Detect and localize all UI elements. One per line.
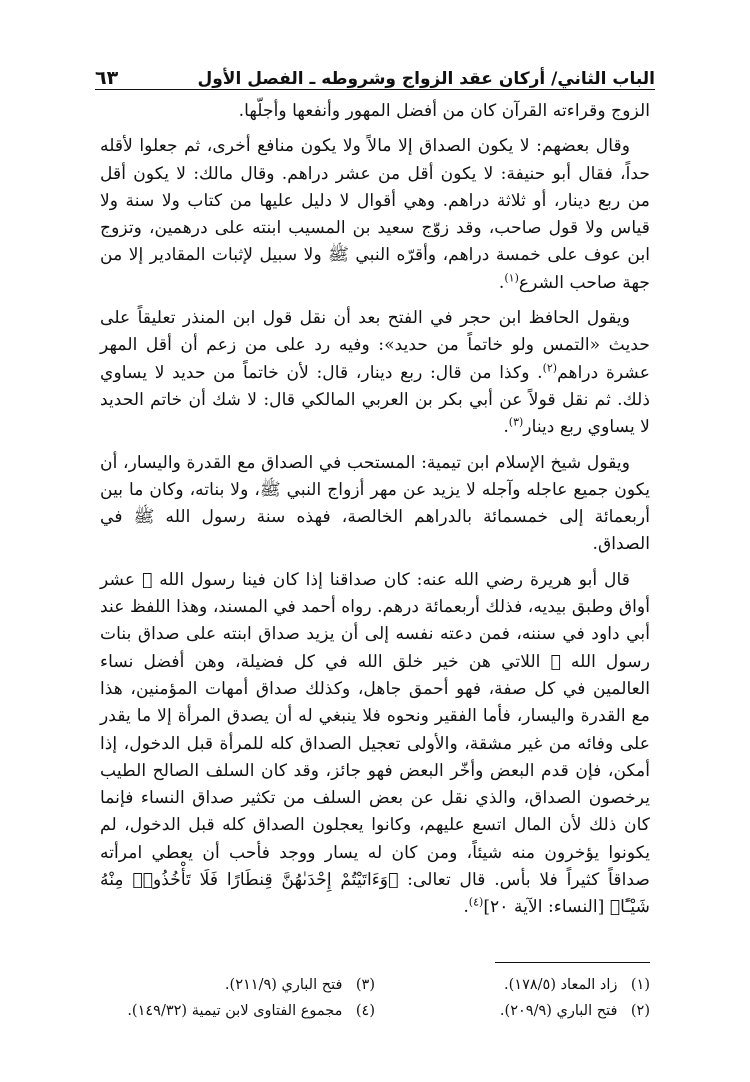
header-title: الباب الثاني/ أركان عقد الزواج وشروطه ـ الفصل الأول [197,69,655,89]
footnotes [100,972,650,1024]
footnote-item [375,998,650,1024]
footnote-item [100,972,375,998]
footnote-number: (٤) [355,1003,375,1019]
footnote-ref[interactable]: (٤) [468,895,484,909]
page-body [100,98,650,930]
page-number: ٦٣ [95,67,119,89]
footnote-ref[interactable]: (١) [504,271,519,285]
paragraph-tail: . [503,417,509,438]
footnote-number: (٢) [630,1003,650,1019]
footnote-text: زاد المعاد (١٧٨/٥). [504,977,618,993]
running-header [95,55,655,89]
paragraph [100,98,650,125]
paragraph-text: ويقول الحافظ ابن حجر في الفتح بعد أن نقل قول ابن المنذر تعليقاً على حديث «التمس ولو خاتماً من حديد»: وفيه رد على من زعم أن أقل المهر عشرة دراهم [100,308,650,383]
paragraph-tail: . وكذا من قال: ربع دينار، قال: لأن خاتماً من حديد لا يساوي ذلك. ثم نقل قولاً عن أبي بكر بن العربي المالكي قال: لا شك أن خاتم الحديد لا يساوي ربع دينار [100,362,650,438]
paragraph-text: ويقول شيخ الإسلام ابن تيمية: المستحب في الصداق مع القدرة واليسار، أن يكون جميع عاجله وآجله لا يزيد عن مهر أزواج النبي ﷺ، ولا بناته، وكان ما بين أربعمائة إلى خمسمائة بالدراهم الخالصة، فهذه سنة رسول الله ﷺ في الصداق. [100,452,650,555]
paragraph [100,567,650,922]
footnote-text: فتح الباري (٢٠٩/٩). [499,1003,618,1019]
footnote-number: (١) [630,977,650,993]
header-rule [95,89,655,90]
paragraph [100,450,650,559]
paragraph-tail: . [498,272,505,293]
footnote-text: مجموع الفتاوى لابن تيمية (١٤٩/٣٢). [127,1003,343,1019]
footnote-rule [495,962,650,963]
footnote-item [100,998,375,1024]
footnote-text: فتح الباري (٢١١/٩). [224,977,343,993]
paragraph-text: الزوج وقراءته القرآن كان من أفضل المهور وأنفعها وأجلّها. [238,101,650,121]
footnote-ref[interactable]: (٢) [542,360,558,374]
paragraph-text: قال أبو هريرة رضي الله عنه: كان صداقنا إذا كان فينا رسول الله ﷺ عشر أواق وطبق بيديه، فذلك أربعمائة درهم. رواه أحمد في المسند، وهذا اللفظ عند أبي داود في سننه، فمن دعته نفسه إلى أن يزيد صداق ابنته على صداق بنات رسول الله ﷺ اللاتي هن خير خلق الله في كل فضيلة، وهن أفضل نساء العالمين في كل صفة، فهو أحمق جاهل، وكذلك صداق أمهات المؤمنين، هذا مع القدرة واليسار، فأما الفقير ونحوه فلا ينبغي له أن يصدق المرأة إلا ما يقدر على وفائه من غير مشقة، والأولى تعجيل الصداق كله للمرأة قبل الدخول، إذا أمكن، فإن قدم البعض وأخّر البعض فهو جائز، وقد كان السلف الصالح الطيب يرخصون الصداق، والذي نقل عن بعض السلف من تكثير صداق النساء فإنما كان ذلك لأن المال اتسع عليهم، وكانوا يعجلون الصداق كله قبل الدخول، لم يكونوا يؤخرون منه شيئاً، ومن كان له يسار ووجد فأحب أن يعطي امرأته صداقاً كثيراً فلا بأس. قال تعالى: ﴿وَءَاتَيْتُمْ إِحْدَىٰهُنَّ قِنطَارًا فَلَا تَأْخُذُوا۟ مِنْهُ شَيْـًٔا﴾ [النساء: الآية ٢٠] [100,569,650,918]
paragraph [100,305,650,441]
paragraph-text: وقال بعضهم: لا يكون الصداق إلا مالاً ولا يكون منافع أخرى، ثم جعلوا لأقله حداً، فقال أبو حنيفة: لا يكون أقل من عشر دراهم. وقال مالك: لا يكون أقل من ربع دينار، أو ثلاثة دراهم. وهي أقوال لا دليل عليها من كتاب ولا سنة ولا قياس ولا قول صاحب، وقد زوّج سعيد بن المسيب ابنته على درهمين، وتزوج ابن عوف على خمسة دراهم، وأقرّه النبي ﷺ ولا سبيل لإثبات المقادير إلا من جهة صاحب الشرع [100,136,650,293]
footnote-ref[interactable]: (٣) [508,415,524,429]
footnote-item [375,972,650,998]
paragraph-tail: . [463,897,469,918]
footnote-number: (٣) [355,977,375,993]
paragraph [100,133,650,297]
